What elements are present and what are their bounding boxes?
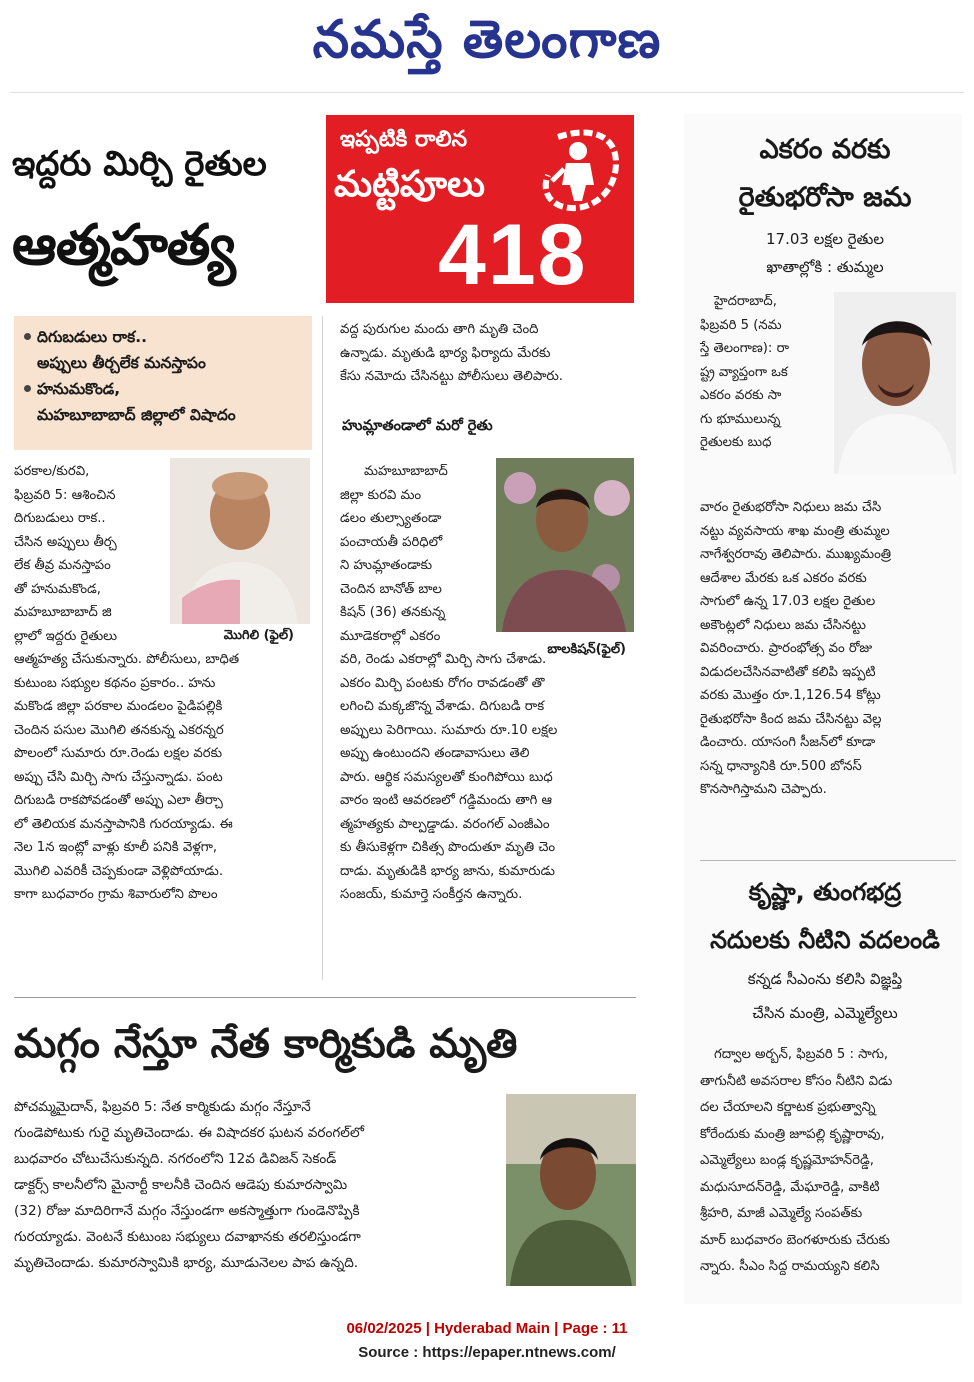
article3-subheading-line2: ఖాతాల్లోకి : తుమ్మల (766, 258, 884, 276)
death-toll-label-line1: ఇప్పటికి రాలిన (340, 127, 468, 152)
article2-body (14, 1094, 504, 1284)
kumaraswamy-photo (506, 1094, 636, 1286)
article3-body (700, 496, 958, 808)
person-portrait-icon (496, 458, 634, 632)
highlight-1-line2: అప్పులు తీర్చలేక మనస్తాపం (37, 354, 206, 372)
text-line: న్నారు. సీఎం సిద్ద రామయ్యని కలిసి (700, 1259, 880, 1274)
text-line: వారం ఇంటి ఆవరణలో గడ్డిమందు తాగి ఆ (340, 793, 553, 808)
text-line: డలం తుల్స్యాతండా (340, 511, 442, 526)
highlight-2-line1: హనుమకొండ, (22, 376, 304, 402)
text-line: కాగా బుధవారం గ్రామ శివారులోని పొలం (14, 887, 218, 902)
text-line: అకౌంట్లలో నిధులు జమ చేసినట్టు (700, 617, 866, 633)
text-line: ఎకరం వరకు సా (700, 388, 782, 403)
text-line: కిషన్ (36) తనకున్న (340, 605, 446, 620)
text-line: లో తెలియక మనస్తాపానికి గురయ్యాడు. ఈ (14, 816, 233, 832)
text-line: రైతులకు బుధ (700, 435, 772, 450)
text-line: మొగిలి ఎవరికీ చెప్పకుండా వెళ్లిపోయాడు. (14, 863, 224, 879)
section-divider (14, 997, 636, 998)
text-line: మహబూబాబాద్ (364, 464, 448, 479)
text-line: కుటుంబ సభ్యుల కథనం ప్రకారం.. హను (14, 675, 216, 691)
article4-subheading-line2: చేసిన మంత్రి, ఎమ్మెల్యేలు (752, 1004, 898, 1022)
text-line: మూడెకరాల్లో ఎకరం (340, 628, 441, 644)
text-line: చేసిన అప్పులు తీర్చ (14, 534, 117, 550)
text-line: సాగులో ఉన్న 17.03 లక్షల రైతుల (700, 594, 876, 609)
article1-subheading: హుమ్లాతండాలో మరో రైతు (342, 418, 493, 434)
article1-column2-top (340, 318, 636, 390)
text-line: వరి, రెండు ఎకరాల్లో మిర్చి సాగు చేశాడు. (340, 652, 547, 667)
text-line: పొలంలో సుమారు రూ.రెండు లక్షల వరకు (14, 746, 223, 761)
person-portrait-icon (506, 1094, 636, 1286)
text-line: ఎకరం మిర్చి పంటకు రోగం రావడంతో తొ (340, 675, 545, 691)
text-line: పోచమ్మమైదాన్, ఫిబ్రవరి 5: నేత కార్మికుడు మగ్గం నేస్తూనే (14, 1099, 311, 1115)
article1-headline-line2: ఆత్మహత్య (12, 213, 235, 278)
text-line: లగించి మక్కజొన్న వేశాడు. దిగుబడి రాక (340, 699, 545, 714)
text-line: ష్ట్ర వ్యాప్తంగా ఒక (700, 364, 788, 380)
right-column-divider (700, 860, 956, 861)
text-line: పరకాల/కురవి, (14, 464, 90, 479)
highlight-1-line1: దిగుబడులు రాక.. (22, 324, 304, 350)
article4-body (700, 1042, 958, 1300)
text-line: చెందిన బానోత్ బాల (340, 581, 442, 597)
text-line: ఆదేశాల మేరకు ఒక ఎకరం వరకు (700, 570, 867, 586)
text-line: ఫిబ్రవరి 5 (నమ (700, 317, 782, 333)
bullet-icon (24, 333, 31, 340)
text-line: నెల 1న ఇంట్లో వాళ్లు కూలీ పనికి వెళ్లగా, (14, 840, 218, 855)
text-line: తాగునీటి అవసరాల కోసం నీటిని విడు (700, 1073, 893, 1089)
farmer-noose-icon (528, 123, 624, 219)
person-portrait-icon (834, 292, 956, 474)
text-line: దిగుబడి రాకపోవడంతో అప్పు ఎలా తీర్చా (14, 793, 223, 808)
text-line: స్తే తెలంగాణ): రా (700, 341, 789, 356)
text-line: వారం రైతుభరోసా నిధులు జమ చేసి (700, 500, 882, 515)
text-line: పంచాయతీ పరిధిలో (340, 534, 443, 550)
text-line: గద్వాల అర్బన్, ఫిబ్రవరి 5 : సాగు, (714, 1047, 889, 1062)
newspaper-masthead: నమస్తే తెలంగాణ (312, 10, 662, 70)
text-line: తో హనుమకొండ, (14, 581, 101, 597)
text-line: సన్న ధాన్యానికి రూ.500 బోనస్ (700, 758, 862, 774)
text-line: ల్లాలో ఇద్దరు రైతులు (14, 628, 118, 644)
page-footer-source: Source : https://epaper.ntnews.com/ (358, 1344, 616, 1361)
tummala-photo (834, 292, 956, 474)
text-line: గుండెపోటుకు గురై మృతిచెందాడు. ఈ విషాదకర ఘటన వరంగల్‌లో (14, 1125, 364, 1141)
text-line: త్మహత్యకు పాల్పడ్డాడు. వరంగల్ ఎంజీఎం (340, 816, 550, 832)
text-line: సంజయ్, కుమార్తె సంకీర్తన ఉన్నారు. (340, 887, 523, 902)
text-line: హైదరాబాద్, (714, 294, 777, 309)
text-line: మార్ బుధవారం బెంగళూరుకు చేరుకు (700, 1232, 890, 1248)
balakishan-photo (496, 458, 634, 632)
article3-headline-line1: ఎకరం వరకు (759, 134, 891, 165)
text-line: జిల్లా కురవి మం (340, 487, 422, 503)
text-line: కు తీసుకెళ్లగా చికిత్స పొందుతూ మృతి చెం (340, 840, 556, 855)
text-line: దిగుబడులు రాక.. (14, 511, 106, 526)
text-line: విడుదలచేసినవాటితో కలిపి ఇప్పటి (700, 664, 876, 680)
article4-headline-line2: నదులకు నీటిని వదలండి (710, 926, 940, 954)
text-line: చెందిన పసుల మొగిలి తనకున్న ఎకరన్నర (14, 722, 224, 738)
text-line: ఉన్నాడు. మృతుడి భార్య ఫిర్యాదు మేరకు (340, 345, 551, 361)
text-line: లేక తీవ్ర మనస్తాపం (14, 558, 111, 573)
text-line: నాగేశ్వరరావు తెలిపారు. ముఖ్యమంత్రి (700, 547, 892, 562)
article4-subheading-line1: కన్నడ సీఎంను కలిసి విజ్ఞప్తి (747, 970, 903, 988)
page-footer-date: 06/02/2025 | Hyderabad Main | Page : 11 (346, 1320, 628, 1337)
text-line: ఆత్మహత్య చేసుకున్నారు. పోలీసులు, బాధిత (14, 652, 240, 667)
text-line: (32) రోజు మాదిరిగానే మగ్గం నేస్తుండగా అకస్మాత్తుగా గుండెనొప్పికి (14, 1203, 360, 1219)
article2-headline: మగ్గం నేస్తూ నేత కార్మికుడి మృతి (14, 1021, 518, 1067)
mogili-photo (170, 458, 310, 624)
article3-subheading-line1: 17.03 లక్షల రైతుల (766, 230, 884, 248)
text-line: కేసు నమోదు చేసినట్టు పోలీసులు తెలిపారు. (340, 369, 563, 384)
text-line: కొనసాగిస్తామని చెప్పారు. (700, 782, 827, 797)
bullet-icon (24, 385, 31, 392)
text-line: శ్రీహరి, మాజీ ఎమ్మెల్యే సంపత్‌కు (700, 1206, 863, 1221)
person-portrait-icon (170, 458, 310, 624)
text-line: మృతిచెందాడు. కుమారస్వామికి భార్య, మూడునెలల పాప ఉన్నది. (14, 1255, 359, 1271)
text-line: ని హుమ్లాతండాకు (340, 558, 433, 573)
article1-highlights-box (14, 316, 312, 450)
text-line: బుధవారం చోటుచేసుకున్నది. నగరంలోని 12వ డివిజన్ సెకండ్ (14, 1151, 337, 1167)
highlight-2-line2: మహబూబాబాద్ జిల్లాలో విషాదం (37, 406, 236, 424)
article4-headline-line1: కృష్ణా, తుంగభద్ర (748, 878, 902, 906)
text-line: అప్పు ఉంటుందని తండావాసులు తెలి (340, 746, 530, 761)
text-line: వద్ద పురుగుల మందు తాగి మృతి చెంది (340, 322, 539, 337)
text-line: దాడు. మృతుడికి భార్య జాను, కుమారుడు (340, 863, 555, 879)
text-line: వరకు మొత్తం రూ.1,126.54 కోట్లు (700, 688, 881, 703)
death-toll-label-line2: మట్టిపూలు (334, 164, 485, 205)
text-line: ఫిబ్రవరి 5: ఆశించిన (14, 487, 116, 503)
text-line: మధుసూదన్‌రెడ్డి, మేఘారెడ్డి, వాకిటి (700, 1179, 880, 1195)
text-line: డాక్టర్స్ కాలనీలోని మైనార్టీ కాలనీకి చెందిన ఆడెపు కుమారస్వామి (14, 1177, 348, 1193)
masthead-divider (10, 92, 964, 93)
text-line: పారు. ఆర్థిక సమస్యలతో కుంగిపోయి బుధ (340, 769, 553, 785)
text-line: గురయ్యాడు. వెంటనే కుటుంబ సభ్యులు దవాఖానకు తరలిస్తుండగా (14, 1229, 361, 1245)
article3-body-narrow (700, 290, 828, 460)
text-line: అప్పు చేసి మిర్చి సాగు చేస్తున్నాడు. పంట (14, 769, 223, 785)
article1-headline-line1: ఇద్దరు మిర్చి రైతుల (12, 144, 267, 184)
death-toll-box (326, 115, 634, 303)
text-line: డించారు. యాసంగి సీజన్‌లో కూడా (700, 735, 876, 750)
text-line: ఎమ్మెల్యేలు బండ్ల కృష్ణమోహన్‌రెడ్డి, (700, 1153, 874, 1168)
balakishan-photo-caption: బాలకిషన్(ఫైల్) (547, 642, 626, 657)
mogili-photo-caption: మొగిలి (ఫైల్) (223, 628, 294, 643)
text-line: దల చేయాలని కర్ణాటక ప్రభుత్వాన్ని (700, 1100, 876, 1115)
text-line: అప్పులు పెరిగాయి. సుమారు రూ.10 లక్షల (340, 722, 558, 738)
text-line: కోరేందుకు మంత్రి జూపల్లి కృష్ణారావు, (700, 1126, 885, 1142)
article3-headline-line2: రైతుభరోసా జమ (738, 182, 912, 213)
text-line: నట్టు వ్యవసాయ శాఖ మంత్రి తుమ్మల (700, 523, 890, 539)
text-line: వివరించారు. ప్రారంభోత్స వం రోజు (700, 641, 873, 656)
text-line: మహబూబాబాద్ జి (14, 605, 112, 620)
text-line: రైతుభరోసా కింద జమ చేసినట్టు వెల్ల (700, 711, 882, 727)
death-toll-number: 418 (438, 207, 588, 303)
column-divider (322, 316, 323, 980)
text-line: మకొండ జిల్లా పరకాల మండలం పైడిపల్లికి (14, 699, 223, 714)
text-line: గు భూములున్న (700, 411, 781, 427)
